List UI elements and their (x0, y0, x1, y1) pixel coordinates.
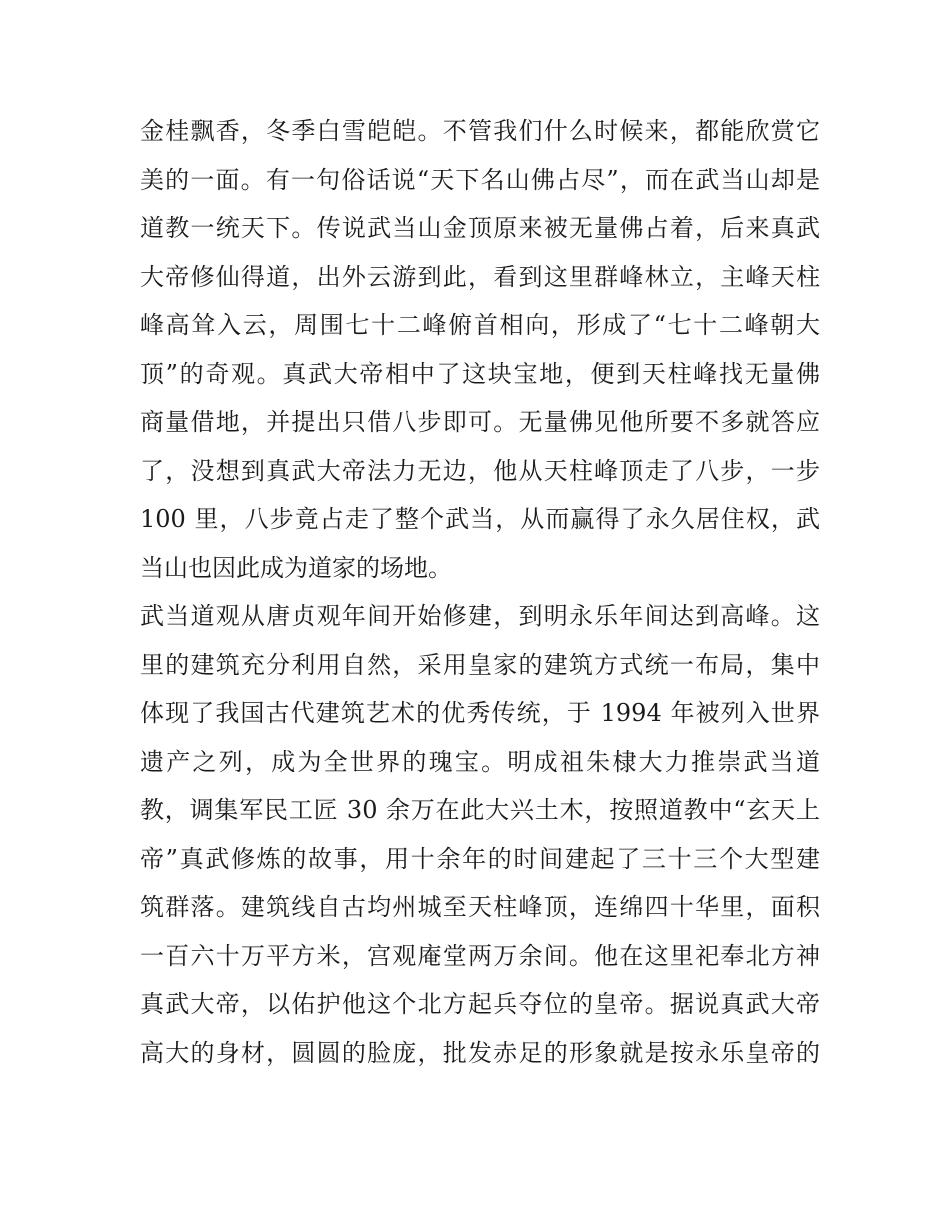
text-line-last: 当山也因此成为道家的场地。 (140, 553, 452, 582)
text-line: 筑群落。建筑线自古均州城至天柱峰顶，连绵四十华里，面积 (140, 893, 820, 921)
document-body (140, 107, 820, 1077)
text-line: 真武大帝，以佑护他这个北方起兵夺位的皇帝。据说真武大帝 (140, 990, 820, 1018)
text-line: 一百六十万平方米，宫观庵堂两万余间。他在这里祀奉北方神 (140, 941, 820, 970)
text-line: 武当道观从唐贞观年间开始修建，到明永乐年间达到高峰。这 (140, 602, 820, 630)
text-line: 商量借地，并提出只借八步即可。无量佛见他所要不多就答应 (140, 408, 820, 436)
text-line: 美的一面。有一句俗话说“天下名山佛占尽”，而在武当山却是 (140, 165, 820, 194)
paragraph-2 (140, 592, 820, 1077)
paragraph-1 (140, 107, 820, 592)
text-line: 100 里，八步竟占走了整个武当，从而赢得了永久居住权，武 (140, 505, 820, 533)
text-line: 大帝修仙得道，出外云游到此，看到这里群峰林立，主峰天柱 (140, 262, 820, 291)
text-line: 峰高耸入云，周围七十二峰俯首相向，形成了“七十二峰朝大 (140, 311, 820, 339)
text-line: 顶”的奇观。真武大帝相中了这块宝地，便到天柱峰找无量佛 (140, 359, 820, 388)
text-line: 遗产之列，成为全世界的瑰宝。明成祖朱棣大力推崇武当道 (140, 747, 820, 776)
text-line: 体现了我国古代建筑艺术的优秀传统，于 1994 年被列入世界 (140, 699, 820, 727)
text-line: 里的建筑充分利用自然，采用皇家的建筑方式统一布局，集中 (140, 650, 820, 679)
text-line: 高大的身材，圆圆的脸庞，批发赤足的形象就是按永乐皇帝的 (140, 1038, 820, 1067)
text-line: 帝”真武修炼的故事，用十余年的时间建起了三十三个大型建 (140, 844, 820, 873)
text-line: 道教一统天下。传说武当山金顶原来被无量佛占着，后来真武 (140, 214, 820, 242)
text-line: 金桂飘香，冬季白雪皑皑。不管我们什么时候来，都能欣赏它 (140, 117, 820, 145)
text-line: 教，调集军民工匠 30 余万在此大兴土木，按照道教中“玄天上 (140, 796, 820, 824)
text-line: 了，没想到真武大帝法力无边，他从天柱峰顶走了八步，一步 (140, 456, 820, 485)
